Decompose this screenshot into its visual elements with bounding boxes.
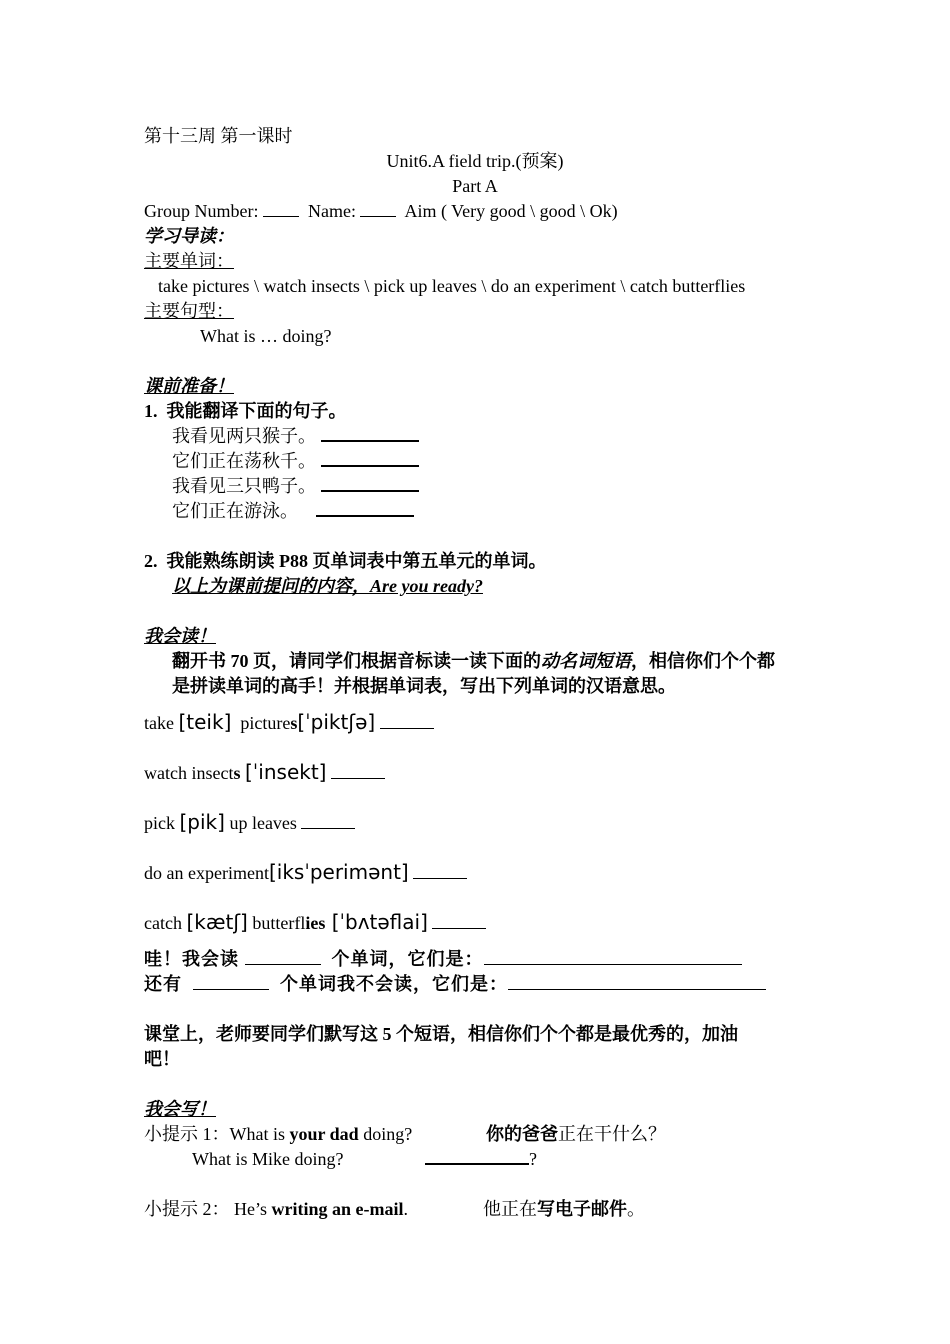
also-line [144, 972, 766, 996]
prep-heading: 课前准备！ [144, 376, 234, 396]
prep-question-2 [144, 549, 547, 573]
unit-title: Unit6.A field trip.(预案) [386, 151, 564, 171]
translate-sentence: 我看见三只鸭子。 [172, 476, 316, 496]
translate-sentence: 我看见两只猴子。 [172, 426, 316, 446]
part-title: Part A [452, 176, 498, 196]
word: picture [231, 713, 291, 733]
dict-num: 5 [382, 1024, 392, 1044]
also-b: 个单词我不会读，它们是： [280, 974, 508, 994]
word-bold-suffix: s [290, 713, 298, 733]
wow-a: 哇！我会读 [144, 949, 239, 969]
week-label: 第十三周 第一课时 [144, 126, 293, 146]
read-item-5 [144, 910, 486, 935]
q2-text-a: 我能熟练朗读 [166, 551, 275, 571]
read-item-4 [144, 860, 467, 885]
meaning-blank [380, 712, 434, 729]
phonetic: [pik] [179, 810, 225, 834]
tip-1-chinese [486, 1122, 666, 1146]
intro-italic: 动名词短语 [541, 651, 631, 671]
answer-blank [321, 424, 419, 442]
tip-1-question: What is Mike doing? [192, 1149, 344, 1169]
tip-cn: 他正在 [483, 1199, 537, 1219]
main-words-label: 主要单词： [144, 251, 234, 271]
aim-text: Aim ( Very good \ good \ Ok) [404, 201, 618, 221]
phonetic: [iksˈperimənt] [268, 860, 409, 884]
intro-c: ，相信你们个个都 [631, 651, 775, 671]
ready-prompt: 以上为课前提问的内容，Are you ready? [172, 576, 483, 596]
word-bold-suffix: s [233, 763, 241, 783]
word: take [144, 713, 179, 733]
read-item-2 [144, 760, 385, 785]
group-label: Group Number: [144, 201, 259, 221]
answer-blank [321, 449, 419, 467]
read-intro-line-1 [172, 649, 775, 673]
count-blank [245, 948, 321, 965]
translate-item-1 [172, 424, 419, 448]
meaning-blank [331, 762, 385, 779]
dictation-line-1 [144, 1022, 738, 1046]
tip-text: What is [229, 1124, 290, 1144]
q2-page: P88 [279, 551, 308, 571]
group-line [144, 199, 618, 223]
word-bold-suffix: ies [305, 913, 326, 933]
tip-cn-bold: 你的爸爸 [486, 1124, 558, 1144]
tip-cn-bold: 写电子邮件 [537, 1199, 627, 1219]
tip-1 [144, 1122, 412, 1146]
tip-text: He’s [234, 1199, 272, 1219]
word: up leaves [224, 813, 297, 833]
phonetic: [kætʃ] [186, 910, 248, 934]
words-blank [508, 973, 766, 990]
name-label: Name: [307, 201, 356, 221]
read-heading: 我会读！ [144, 626, 216, 646]
wow-line [144, 947, 742, 971]
tip-label: 小提示 2： [144, 1199, 230, 1219]
phonetic: [ˈbʌtəflai] [325, 910, 428, 934]
guide-heading: 学习导读： [144, 226, 234, 246]
words-blank [484, 948, 742, 965]
phonetic: [ˈinsekt] [244, 760, 327, 784]
main-words-text: take pictures \ watch insects \ pick up leaves \ do an experiment \ catch butterflies [158, 276, 746, 296]
meaning-blank [413, 862, 467, 879]
q2-number: 2. [144, 551, 158, 571]
also-a: 还有 [144, 974, 182, 994]
tip-cn: 。 [627, 1199, 645, 1219]
read-item-1 [144, 710, 434, 735]
tip-cn: 正在干什么？ [558, 1124, 666, 1144]
main-sentence-text: What is … doing? [200, 326, 332, 346]
dictation-line-2: 吧！ [144, 1049, 180, 1069]
translate-item-2 [172, 449, 419, 473]
word: pick [144, 813, 180, 833]
q1-text: 我能翻译下面的句子。 [166, 401, 347, 421]
answer-blank [316, 499, 414, 517]
phonetic: [teik] [178, 710, 232, 734]
count-blank [193, 973, 269, 990]
tip-label: 小提示 1： [144, 1124, 230, 1144]
prep-question-1 [144, 399, 347, 423]
translate-sentence: 它们正在游泳。 [172, 501, 298, 521]
tip-1-answer [425, 1147, 537, 1171]
word: do an experiment [144, 863, 269, 883]
tip-2 [144, 1197, 408, 1221]
intro-b: 页，请同学们根据音标读一读下面的 [253, 651, 541, 671]
answer-blank [321, 474, 419, 492]
write-heading: 我会写！ [144, 1099, 216, 1119]
word: butterfl [247, 913, 306, 933]
tip-text-bold: your dad [289, 1124, 359, 1144]
intro-num: 70 [230, 651, 249, 671]
word: watch insect [144, 763, 234, 783]
name-blank [360, 200, 396, 217]
wow-b: 个单词，它们是： [331, 949, 484, 969]
main-sentence-label: 主要句型： [144, 301, 234, 321]
tip-2-chinese [483, 1197, 645, 1221]
tip-text: doing? [358, 1124, 413, 1144]
tip-text: . [403, 1199, 408, 1219]
word: catch [144, 913, 187, 933]
group-blank [263, 200, 299, 217]
intro-a: 翻开书 [172, 651, 226, 671]
q2-text-b: 页单词表中第五单元的单词。 [312, 551, 547, 571]
tip-text-bold: writing an e-mail [271, 1199, 404, 1219]
q1-number: 1. [144, 401, 158, 421]
dict-a: 课堂上，老师要同学们默写这 [144, 1024, 378, 1044]
meaning-blank [301, 812, 355, 829]
translate-sentence: 它们正在荡秋千。 [172, 451, 316, 471]
translate-item-3 [172, 474, 419, 498]
translate-item-4 [172, 499, 414, 523]
phonetic: [ˈpiktʃə] [297, 710, 376, 734]
question-mark: ? [529, 1149, 537, 1169]
answer-blank [425, 1147, 529, 1165]
read-intro-line-2: 是拼读单词的高手！并根据单词表，写出下列单词的汉语意思。 [172, 676, 676, 696]
meaning-blank [432, 912, 486, 929]
read-item-3 [144, 810, 355, 835]
dict-b: 个短语，相信你们个个都是最优秀的，加油 [396, 1024, 738, 1044]
